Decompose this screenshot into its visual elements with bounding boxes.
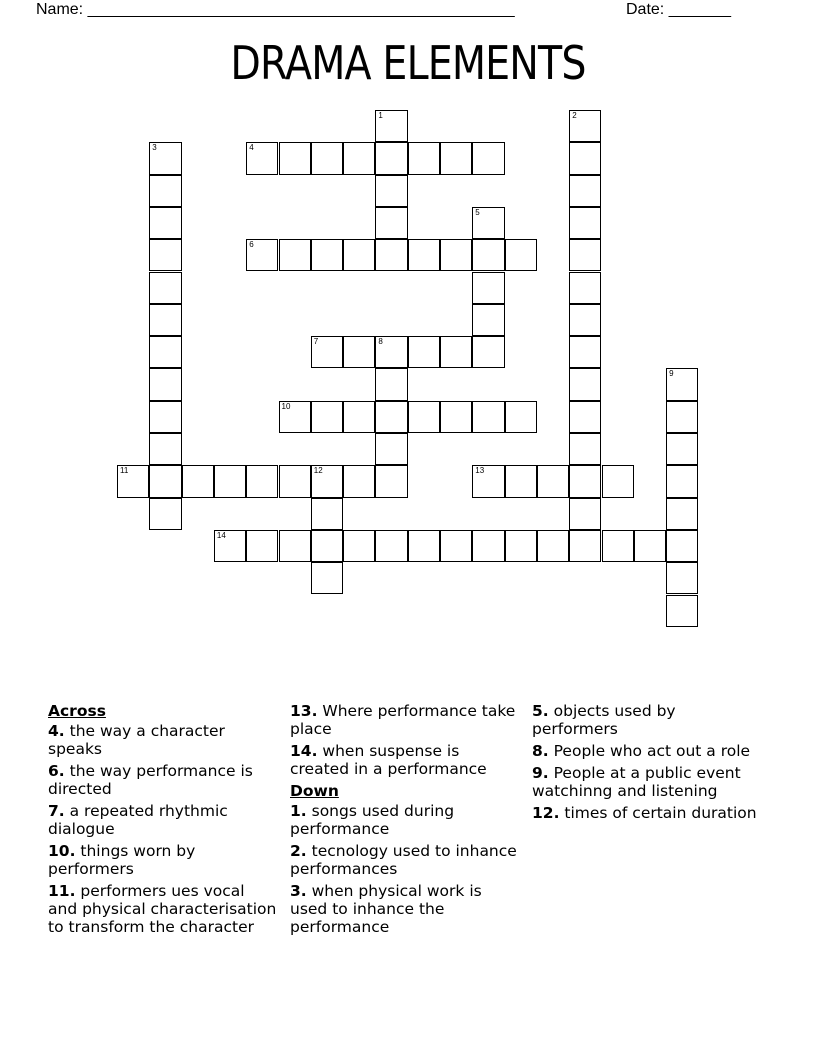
clue-number: 11. bbox=[48, 882, 76, 900]
clue-text: objects used by performers bbox=[532, 702, 676, 738]
clue-number: 2. bbox=[290, 842, 307, 860]
clue-number: 8 bbox=[378, 337, 383, 347]
grid-cell[interactable] bbox=[666, 401, 698, 433]
grid-cell[interactable] bbox=[311, 142, 343, 174]
clue-number: 12 bbox=[313, 466, 323, 476]
clue-number: 10 bbox=[281, 401, 291, 411]
grid-cell[interactable] bbox=[246, 142, 278, 174]
grid-cell[interactable] bbox=[375, 142, 407, 174]
grid-cell[interactable] bbox=[149, 272, 181, 304]
name-field[interactable]: Name: ________________________________________________ bbox=[36, 1, 515, 18]
clue-item bbox=[48, 802, 278, 838]
grid-cell[interactable] bbox=[569, 433, 601, 465]
clue-number: 4 bbox=[249, 143, 254, 153]
clue-number: 5. bbox=[532, 702, 549, 720]
clue-number: 3. bbox=[290, 882, 307, 900]
across-heading: Across bbox=[48, 702, 106, 720]
grid-cell[interactable] bbox=[149, 433, 181, 465]
grid-cell[interactable] bbox=[472, 207, 504, 239]
clue-item bbox=[532, 804, 762, 822]
grid-cell[interactable] bbox=[666, 368, 698, 400]
clue-number: 5 bbox=[475, 207, 480, 217]
clue-number: 7 bbox=[313, 337, 319, 347]
grid-cell[interactable] bbox=[472, 304, 504, 336]
grid-cell[interactable] bbox=[375, 207, 407, 239]
clue-item bbox=[532, 702, 762, 738]
grid-cell[interactable] bbox=[311, 530, 343, 562]
clue-number: 10. bbox=[48, 842, 76, 860]
grid-cell[interactable] bbox=[375, 465, 407, 497]
clue-number: 6. bbox=[48, 762, 65, 780]
grid-cell[interactable] bbox=[569, 175, 601, 207]
clue-number: 9 bbox=[669, 369, 674, 379]
grid-cell[interactable] bbox=[279, 465, 311, 497]
clue-text: the way performance is directed bbox=[48, 762, 253, 798]
grid-cell[interactable] bbox=[569, 401, 601, 433]
grid-cell[interactable] bbox=[472, 142, 504, 174]
grid-cell[interactable] bbox=[569, 304, 601, 336]
grid-cell[interactable] bbox=[149, 336, 181, 368]
clue-number: 14. bbox=[290, 742, 318, 760]
grid-cell[interactable] bbox=[472, 465, 504, 497]
clue-item bbox=[290, 702, 520, 738]
grid-cell[interactable] bbox=[666, 433, 698, 465]
clue-item bbox=[290, 842, 520, 878]
grid-cell[interactable] bbox=[279, 239, 311, 271]
clue-number: 1. bbox=[290, 802, 307, 820]
grid-cell[interactable] bbox=[569, 207, 601, 239]
grid-cell[interactable] bbox=[149, 401, 181, 433]
grid-cell[interactable] bbox=[246, 530, 278, 562]
grid-cell[interactable] bbox=[569, 368, 601, 400]
clue-number: 7. bbox=[48, 802, 65, 820]
grid-cell[interactable] bbox=[375, 239, 407, 271]
clue-text: songs used during performance bbox=[290, 802, 455, 838]
grid-cell[interactable] bbox=[440, 530, 472, 562]
clue-text: tecnology used to inhance performances bbox=[290, 842, 517, 878]
clue-item bbox=[48, 842, 278, 878]
clue-item bbox=[532, 742, 762, 760]
clue-item bbox=[48, 762, 278, 798]
clue-number: 12. bbox=[532, 804, 560, 822]
grid-cell[interactable] bbox=[569, 465, 601, 497]
grid-cell[interactable] bbox=[246, 239, 278, 271]
grid-cell[interactable] bbox=[408, 142, 440, 174]
grid-cell[interactable] bbox=[537, 465, 569, 497]
clue-number: 1 bbox=[378, 111, 383, 120]
clue-text: People who act out a role bbox=[553, 742, 751, 760]
clue-text: things worn by performers bbox=[48, 842, 196, 878]
grid-cell[interactable] bbox=[375, 175, 407, 207]
grid-cell[interactable] bbox=[472, 272, 504, 304]
clue-text: the way a character speaks bbox=[48, 722, 225, 758]
clues-column-2 bbox=[290, 702, 520, 940]
grid-cell[interactable] bbox=[343, 465, 375, 497]
grid-cell[interactable] bbox=[375, 336, 407, 368]
grid-cell[interactable] bbox=[214, 465, 246, 497]
grid-cell[interactable] bbox=[311, 401, 343, 433]
grid-cell[interactable] bbox=[149, 142, 181, 174]
grid-cell[interactable] bbox=[505, 530, 537, 562]
clue-item bbox=[48, 722, 278, 758]
clue-text: a repeated rhythmic dialogue bbox=[48, 802, 228, 838]
grid-cell[interactable] bbox=[408, 336, 440, 368]
grid-cell[interactable] bbox=[505, 239, 537, 271]
grid-cell[interactable] bbox=[375, 368, 407, 400]
grid-cell[interactable] bbox=[666, 530, 698, 562]
down-heading: Down bbox=[290, 782, 339, 800]
grid-cell[interactable] bbox=[666, 465, 698, 497]
grid-cell[interactable] bbox=[408, 239, 440, 271]
date-field[interactable]: Date: _______ bbox=[626, 1, 731, 18]
clue-item bbox=[532, 764, 762, 800]
grid-cell[interactable] bbox=[569, 498, 601, 530]
grid-cell[interactable] bbox=[408, 530, 440, 562]
grid-cell[interactable] bbox=[375, 110, 407, 142]
grid-cell[interactable] bbox=[375, 530, 407, 562]
grid-cell[interactable] bbox=[343, 336, 375, 368]
grid-cell[interactable] bbox=[311, 239, 343, 271]
page-title: DRAMA ELEMENTS bbox=[230, 36, 586, 90]
grid-cell[interactable] bbox=[214, 530, 246, 562]
grid-cell[interactable] bbox=[440, 142, 472, 174]
grid-cell[interactable] bbox=[505, 465, 537, 497]
clue-number: 13 bbox=[475, 466, 485, 476]
grid-cell[interactable] bbox=[246, 465, 278, 497]
grid-cell[interactable] bbox=[279, 401, 311, 433]
grid-cell[interactable] bbox=[182, 465, 214, 497]
grid-cell[interactable] bbox=[602, 465, 634, 497]
clue-text: when suspense is created in a performance bbox=[290, 742, 487, 778]
clue-number: 8. bbox=[532, 742, 549, 760]
clue-number: 9. bbox=[532, 764, 549, 782]
clue-text: Where performance take place bbox=[290, 702, 516, 738]
grid-cell[interactable] bbox=[343, 142, 375, 174]
grid-cell[interactable] bbox=[472, 336, 504, 368]
grid-cell[interactable] bbox=[311, 498, 343, 530]
grid-cell[interactable] bbox=[408, 401, 440, 433]
grid-cell[interactable] bbox=[505, 401, 537, 433]
grid-cell[interactable] bbox=[569, 336, 601, 368]
clue-item bbox=[290, 742, 520, 778]
grid-cell[interactable] bbox=[149, 207, 181, 239]
grid-cell[interactable] bbox=[375, 433, 407, 465]
clue-number: 11 bbox=[120, 466, 129, 476]
grid-cell[interactable] bbox=[343, 401, 375, 433]
grid-cell[interactable] bbox=[472, 401, 504, 433]
grid-cell[interactable] bbox=[149, 304, 181, 336]
grid-cell[interactable] bbox=[569, 530, 601, 562]
grid-cell[interactable] bbox=[149, 465, 181, 497]
grid-cell[interactable] bbox=[634, 530, 666, 562]
grid-cell[interactable] bbox=[279, 530, 311, 562]
grid-cell[interactable] bbox=[117, 465, 149, 497]
grid-cell[interactable] bbox=[666, 562, 698, 594]
grid-cell[interactable] bbox=[472, 239, 504, 271]
clues-column-3 bbox=[532, 702, 762, 826]
clue-text: when physical work is used to inhance the performance bbox=[290, 882, 482, 936]
clue-text: times of certain duration bbox=[564, 804, 757, 822]
grid-cell[interactable] bbox=[440, 401, 472, 433]
grid-cell[interactable] bbox=[440, 336, 472, 368]
clue-number: 6 bbox=[249, 240, 254, 250]
grid-cell[interactable] bbox=[375, 401, 407, 433]
clues-column-1 bbox=[48, 702, 278, 940]
clue-text: People at a public event watchinng and listening bbox=[532, 764, 741, 800]
grid-cell[interactable] bbox=[472, 530, 504, 562]
grid-cell[interactable] bbox=[149, 175, 181, 207]
grid-cell[interactable] bbox=[569, 272, 601, 304]
clue-number: 14 bbox=[216, 530, 226, 540]
clue-item bbox=[290, 802, 520, 838]
clue-number: 4. bbox=[48, 722, 65, 740]
grid-cell[interactable] bbox=[149, 498, 181, 530]
clue-number: 13. bbox=[290, 702, 318, 720]
grid-cell[interactable] bbox=[666, 498, 698, 530]
clue-number: 3 bbox=[152, 143, 157, 153]
grid-cell[interactable] bbox=[537, 530, 569, 562]
clue-item bbox=[48, 882, 278, 936]
grid-cell[interactable] bbox=[149, 239, 181, 271]
clue-number: 2 bbox=[572, 111, 577, 120]
grid-cell[interactable] bbox=[311, 465, 343, 497]
grid-cell[interactable] bbox=[343, 239, 375, 271]
grid-cell[interactable] bbox=[311, 336, 343, 368]
grid-cell[interactable] bbox=[149, 368, 181, 400]
grid-cell[interactable] bbox=[440, 239, 472, 271]
grid-cell[interactable] bbox=[311, 562, 343, 594]
grid-cell[interactable] bbox=[569, 239, 601, 271]
clue-text: performers ues vocal and physical characterisation to transform the character bbox=[48, 882, 277, 936]
grid-cell[interactable] bbox=[666, 595, 698, 627]
grid-cell[interactable] bbox=[569, 142, 601, 174]
grid-cell[interactable] bbox=[602, 530, 634, 562]
grid-cell[interactable] bbox=[343, 530, 375, 562]
grid-cell[interactable] bbox=[569, 110, 601, 142]
grid-cell[interactable] bbox=[279, 142, 311, 174]
clue-item bbox=[290, 882, 520, 936]
